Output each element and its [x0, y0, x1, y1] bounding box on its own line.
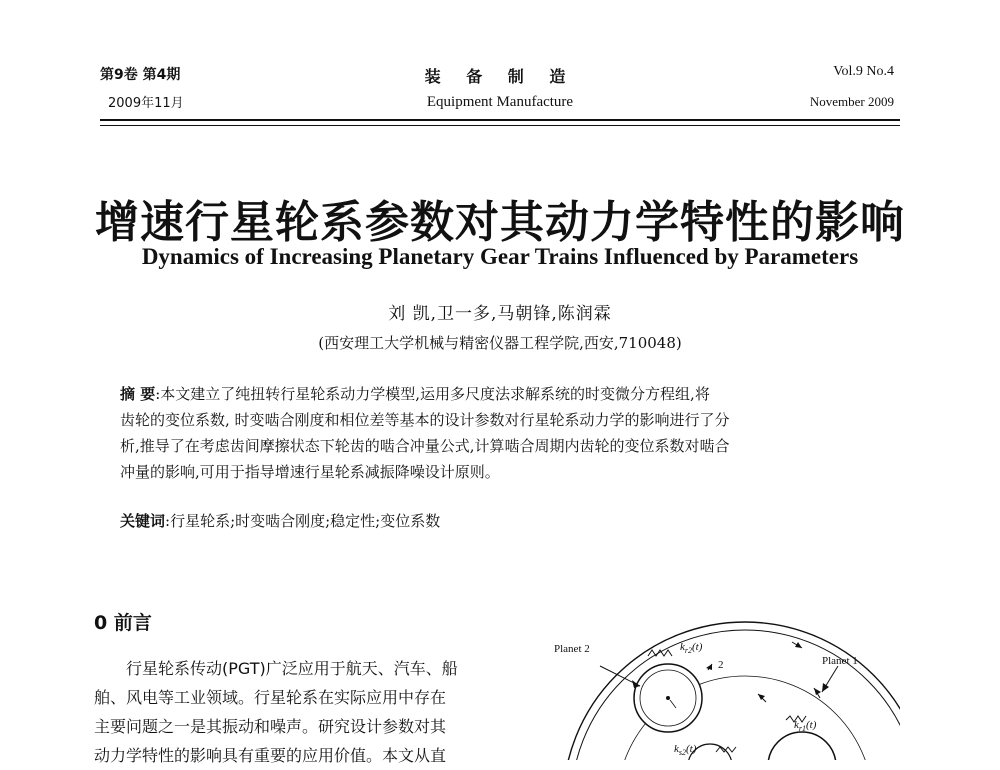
body-line-3: 主要问题之一是其振动和噪声。研究设计参数对其: [94, 717, 447, 736]
ring-gear-inner: [571, 630, 900, 760]
section-heading: 0 前言: [94, 612, 152, 634]
planet-number-2: 2: [718, 659, 724, 671]
keywords-label: 关键词: [120, 512, 166, 530]
kr1-label: $k_{r1}(t)$: [794, 719, 817, 733]
date-en: November 2009: [809, 94, 894, 109]
ring-gear-outer: [563, 622, 900, 760]
body-text: [94, 654, 494, 770]
abstract: [120, 381, 880, 485]
rotation-arrowhead-mid: [758, 694, 765, 700]
body-line-1: 行星轮系传动(PGT)广泛应用于航天、汽车、船: [126, 659, 458, 678]
journal-title-zh: 装 备 制 造: [424, 67, 576, 86]
affiliation: (西安理工大学机械与精密仪器工程学院,西安,710048): [318, 334, 682, 352]
body-line-2: 舶、风电等工业领域。行星轮系在实际应用中存在: [94, 688, 447, 707]
spring-kr2: [648, 650, 672, 656]
body-line-4: 动力学特性的影响具有重要的应用价值。本文从直: [94, 746, 447, 765]
abstract-line-1: [120, 381, 880, 407]
planet-1-label: Planet 1: [822, 655, 858, 667]
abstract-line-4: 冲量的影响,可用于指导增速行星轮系减振降噪设计原则。: [120, 463, 500, 481]
rotation-arrowhead-right: [814, 688, 821, 695]
planet-2-center: [666, 696, 670, 700]
abstract-line-2: 齿轮的变位系数, 时变啮合刚度和相位差等基本的设计参数对行星轮系动力学的影响进行了分: [120, 411, 730, 429]
planet-1-gear: [768, 732, 836, 760]
volume-issue-zh: 第9卷 第4期: [100, 67, 181, 83]
planet-2-label: Planet 2: [554, 643, 590, 655]
keywords-text: :行星轮系;时变啮合刚度;稳定性;变位系数: [165, 512, 441, 530]
ks2-label: $k_{s2}(t)$: [674, 743, 697, 757]
volume-issue-en: Vol.9 No.4: [833, 64, 894, 79]
planetary-gear-figure: [540, 616, 900, 760]
authors: 刘 凯,卫一多,马朝锋,陈润霖: [388, 304, 612, 324]
keywords: [120, 510, 880, 531]
paper-title-en: Dynamics of Increasing Planetary Gear Trains Influenced by Parameters: [141, 244, 859, 269]
date-zh: 2009年11月: [108, 96, 184, 111]
kr2-label: $k_{r2}(t)$: [680, 641, 703, 655]
abstract-line-3: 析,推导了在考虑齿间摩擦状态下轮齿的啮合冲量公式,计算啮合周期内齿轮的变位系数对啮合: [120, 437, 730, 455]
paper-title-zh: 增速行星轮系参数对其动力学特性的影响: [95, 197, 905, 248]
abstract-text-1: :本文建立了纯扭转行星轮系动力学模型,运用多尺度法求解系统的时变微分方程组,将: [155, 385, 710, 403]
header-rule-thin: [100, 125, 900, 126]
abstract-label: 摘 要: [120, 385, 156, 403]
planet1-arrowhead: [822, 683, 829, 692]
journal-title-en: Equipment Manufacture: [426, 94, 574, 110]
header-rule-thick: [100, 119, 900, 121]
